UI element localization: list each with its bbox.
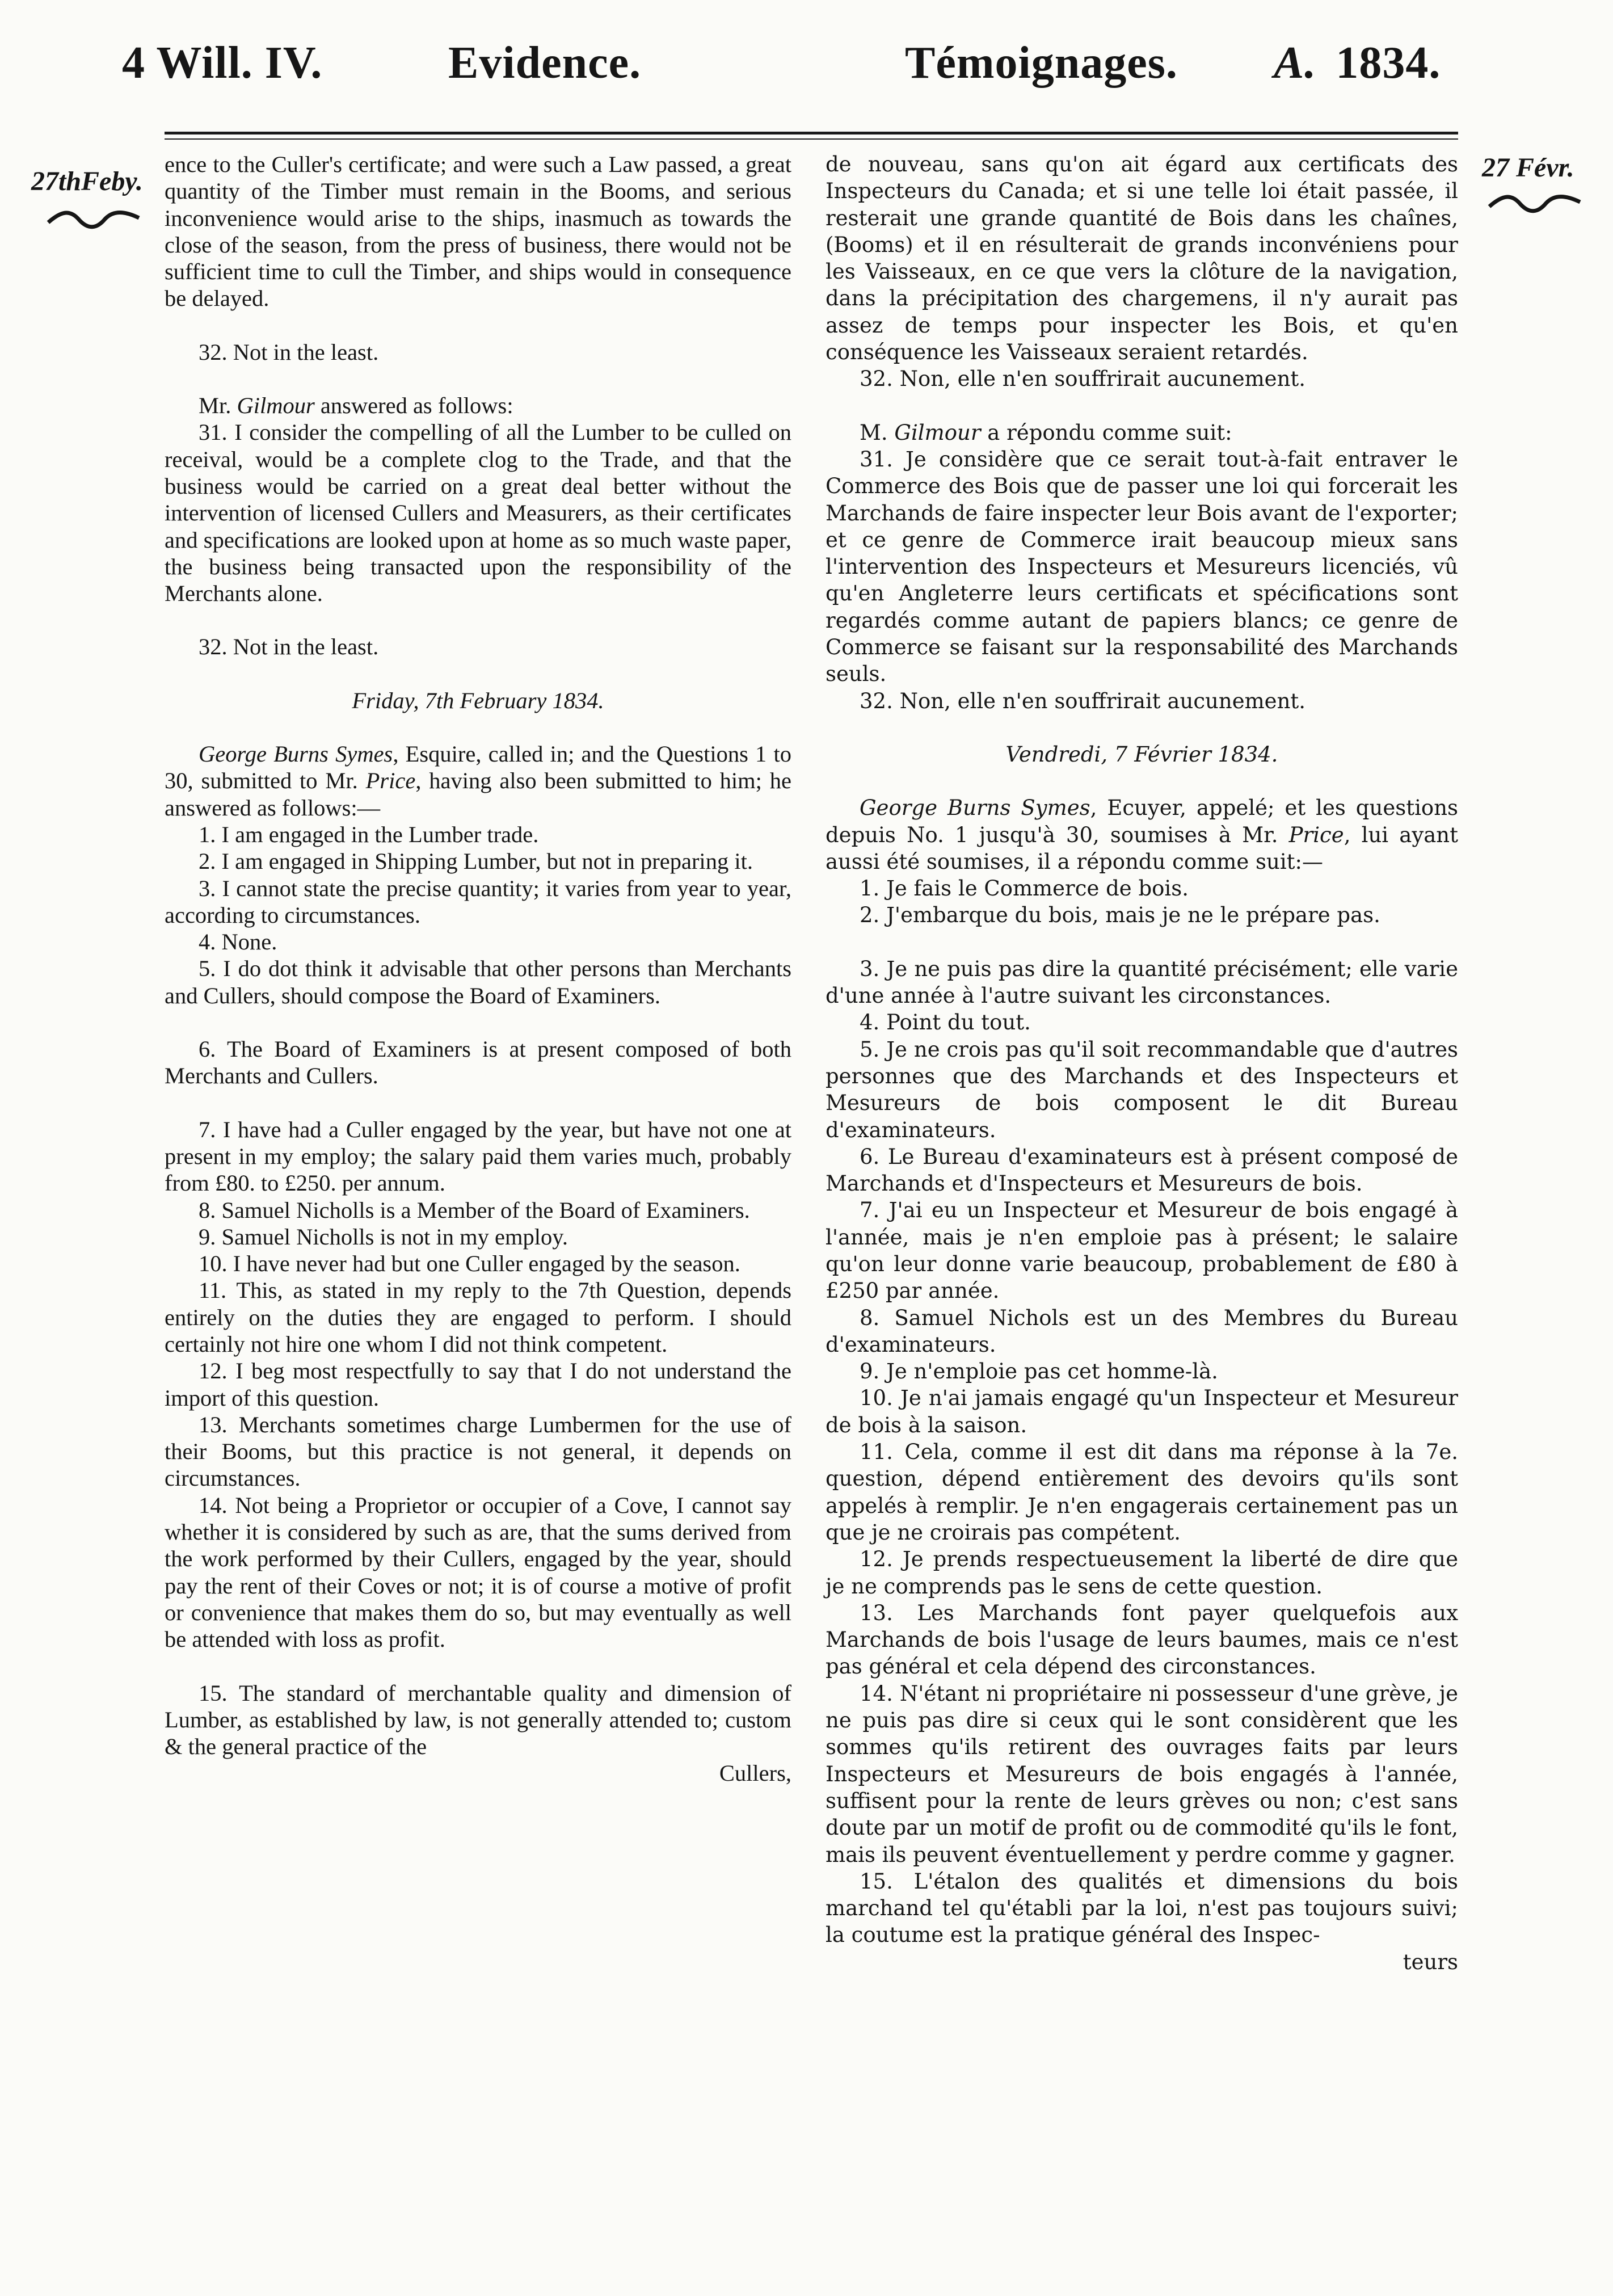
en-price-name: Price [365,768,416,794]
fr-answer-3: 3. Je ne puis pas dire la quantité précisément; elle varie d'une année à l'autre suivant les circonstances. [826,956,1458,1008]
fr-answer-7: 7. J'ai eu un Inspecteur et Mesureur de bois engagé à l'année, mais je n'en emploie pas à présent; le salaire qu'on leur donne varie beaucoup, probablement de £80 à £250 par année. [826,1198,1458,1303]
fr-answer-11: 11. Cela, comme il est dit dans ma réponse à la 7e. question, dépend entièrement des devoirs qu'ils sont appelés à remplir. Je n'en engagerais certainement pas un que je ne croirais pas compétent. [826,1440,1458,1545]
en-date-heading: Friday, 7th February 1834. [352,687,604,713]
french-column [826,151,1458,1975]
fr-answer-2: 2. J'embarque du bois, mais je ne le prépare pas. [860,903,1380,928]
en-answer-10: 10. I have never had but one Culler engaged by the season. [199,1251,740,1277]
fr-witness-name: Gilmour [894,420,981,445]
fr-answer-10: 10. Je n'ai jamais engagé qu'un Inspecteur et Mesureur de bois à la saison. [826,1386,1458,1437]
en-answer-2: 2. I am engaged in Shipping Lumber, but not in preparing it. [199,848,753,874]
fr-answer-15: 15. L'étalon des qualités et dimensions du bois marchand tel qu'établi par la loi, n'est pas toujours suivi; la coutume est la pratique général des Inspec- [826,1869,1458,1948]
en-witness-intro: Mr. Gilmour answered as follows: [199,393,513,419]
header-year-glyph: A. [1274,38,1317,88]
fr-date-heading: Vendredi, 7 Février 1834. [1005,742,1278,767]
en-answer-32-first: 32. Not in the least. [199,339,379,365]
fr-answer-32-second: 32. Non, elle n'en souffrirait aucunement. [860,688,1306,713]
header-regnal-year: 4 Will. IV. [122,38,323,88]
header-rule-thin [165,138,1458,140]
en-answer-7: 7. I have had a Culler engaged by the year, but have not one at present in my employ; the salary paid them varies much, probably from £80. to £250. per annum. [165,1116,791,1196]
fr-answer-14: 14. N'étant ni propriétaire ni possesseur d'une grève, je ne puis pas dire si ceux qui le sont considèrent que les sommes qu'ils retirent des ouvrages faits par leurs Inspecteurs et Mesureurs de bois engagés à l'année, suffisent pour la rente de leurs grèves ou non; c'est sans doute par un motif de profit ou de commodité qu'ils le font, mais ils peuvent éventuellement y perdre comme y gagner. [826,1681,1458,1867]
en-answer-15: 15. The standard of merchantable quality and dimension of Lumber, as established by law, is not generally attended to; custom & the general practice of the [165,1680,791,1760]
en-answer-31: 31. I consider the compelling of all the Lumber to be culled on receival, would be a complete clog to the Trade, and that the business would be carried on a great deal better without the intervention of licensed Cullers and Measurers, as their certificates and specifications are looked upon at home as so much waste paper, the business being transacted upon the responsibility of the Merchants alone. [165,419,791,607]
en-answer-1: 1. I am engaged in the Lumber trade. [199,821,539,847]
fr-answer-5: 5. Je ne crois pas qu'il soit recommandable que d'autres personnes que des Marchands et des Inspecteurs et Mesureurs de bois composent le dit Bureau d'examinateurs. [826,1037,1458,1142]
margin-date-right: 27 Févr. [1482,153,1574,183]
en-answer-4: 4. None. [199,929,277,955]
header-rule-thick [165,132,1458,134]
fr-witness-intro-symes: George Burns Symes, Ecuyer, appelé; et les questions depuis No. 1 jusqu'à 30, soumises à Mr. Price, lui ayant aussi été soumises, il a répondu comme suit:— [826,796,1459,874]
en-answer-12: 12. I beg most respectfully to say that I do not understand the import of this question. [165,1358,791,1411]
header-temoignages: Témoignages. [905,38,1178,88]
fr-answer-8: 8. Samuel Nichols est un des Membres du Bureau d'examinateurs. [826,1305,1458,1357]
en-answer-13: 13. Merchants sometimes charge Lumbermen for the use of their Booms, but this practice is not general, it depends on circumstances. [165,1411,791,1491]
fr-answer-31: 31. Je considère que ce serait tout-à-fait entraver le Commerce des Bois que de passer une loi qui forcerait les Marchands de faire inspecter leur Bois avant de l'exporter; et ce genre de Commerce irait beaucoup mieux sans l'intervention des Inspecteurs et Mesureurs licenciés, vû qu'en Angleterre leurs certificats et spécifications sont regardés comme autant de papiers blancs; ce genre de Commerce se faisant sur la responsabilité des Marchands seuls. [826,447,1458,687]
fr-catchword: teurs [1403,1949,1458,1974]
fr-continued-paragraph: de nouveau, sans qu'on ait égard aux certificats des Inspecteurs du Canada; et si une telle loi était passée, il resterait une grande quantité de Bois dans les chaînes, (Booms) et il en résulterait de grands inconvéniens pour les Vaisseaux, en ce que vers la clôture de la navigation, dans la précipitation des chargemens, il n'y aurait pas assez de temps pour inspecter les Bois, et qu'en conséquence les Vaisseaux seraient retardés. [826,152,1458,365]
header-year [1274,37,1441,89]
en-answer-14: 14. Not being a Proprietor or occupier of a Cove, I cannot say whether it is considered by such as are, that the sums derived from the work performed by their Cullers, engaged by the year, should pay the rent of their Coves or not; it is of course a motive of profit or convenience that makes them do so, but may eventually as well be attended with loss as profit. [165,1492,791,1652]
fr-witness-intro: M. Gilmour a répondu comme suit: [860,420,1232,445]
fr-answer-12: 12. Je prends respectueusement la liberté de dire que je ne comprends pas le sens de cette question. [826,1547,1458,1599]
fr-symes-name: George Burns Symes [860,796,1090,821]
en-answer-32-second: 32. Not in the least. [199,634,379,660]
en-continued-paragraph: ence to the Culler's certificate; and were such a Law passed, a great quantity of the Timber must remain in the Booms, and serious inconvenience would arise to the ships, inasmuch as towards the close of the season, from the press of business, there would not be sufficient time to cull the Timber, and ships would in consequence be delayed. [165,152,791,312]
en-answer-8: 8. Samuel Nicholls is a Member of the Board of Examiners. [199,1197,750,1223]
flourish-left-icon [45,205,142,232]
fr-answer-6: 6. Le Bureau d'examinateurs est à présent composé de Marchands et d'Inspecteurs et Mesureurs de bois. [826,1144,1458,1196]
header-evidence: Evidence. [448,38,642,88]
fr-price-name: Price [1288,822,1344,847]
fr-answer-1: 1. Je fais le Commerce de bois. [860,876,1189,901]
margin-date-left: 27thFeby. [31,166,143,196]
header-year-number: 1834. [1336,38,1441,88]
en-witness-intro-symes: George Burns Symes, Esquire, called in; and the Questions 1 to 30, submitted to Mr. Price, having also been submitted to him; he answered as follows:— [165,741,791,821]
running-header [0,37,1613,100]
en-answer-3: 3. I cannot state the precise quantity; it varies from year to year, according to circumstances. [165,875,791,928]
en-answer-9: 9. Samuel Nicholls is not in my employ. [199,1223,568,1250]
fr-answer-13: 13. Les Marchands font payer quelquefois aux Marchands de bois l'usage de leurs baumes, mais ce n'est pas général et cela dépend des circonstances. [826,1600,1458,1679]
en-answer-11: 11. This, as stated in my reply to the 7th Question, depends entirely on the duties they are engaged to perform. I should certainly not hire one whom I did not think competent. [165,1277,791,1357]
en-symes-name: George Burns Symes [199,741,393,767]
fr-answer-32-first: 32. Non, elle n'en souffrirait aucunement. [860,367,1306,392]
flourish-right-icon [1486,190,1583,216]
en-catchword: Cullers, [719,1760,791,1786]
fr-answer-4: 4. Point du tout. [860,1010,1031,1035]
en-answer-5: 5. I do dot think it advisable that other persons than Merchants and Cullers, should compose the Board of Examiners. [165,956,791,1008]
english-column [165,151,791,1787]
fr-answer-9: 9. Je n'emploie pas cet homme-là. [860,1359,1218,1384]
en-answer-6: 6. The Board of Examiners is at present composed of both Merchants and Cullers. [165,1036,791,1089]
en-witness-name: Gilmour [237,393,315,419]
